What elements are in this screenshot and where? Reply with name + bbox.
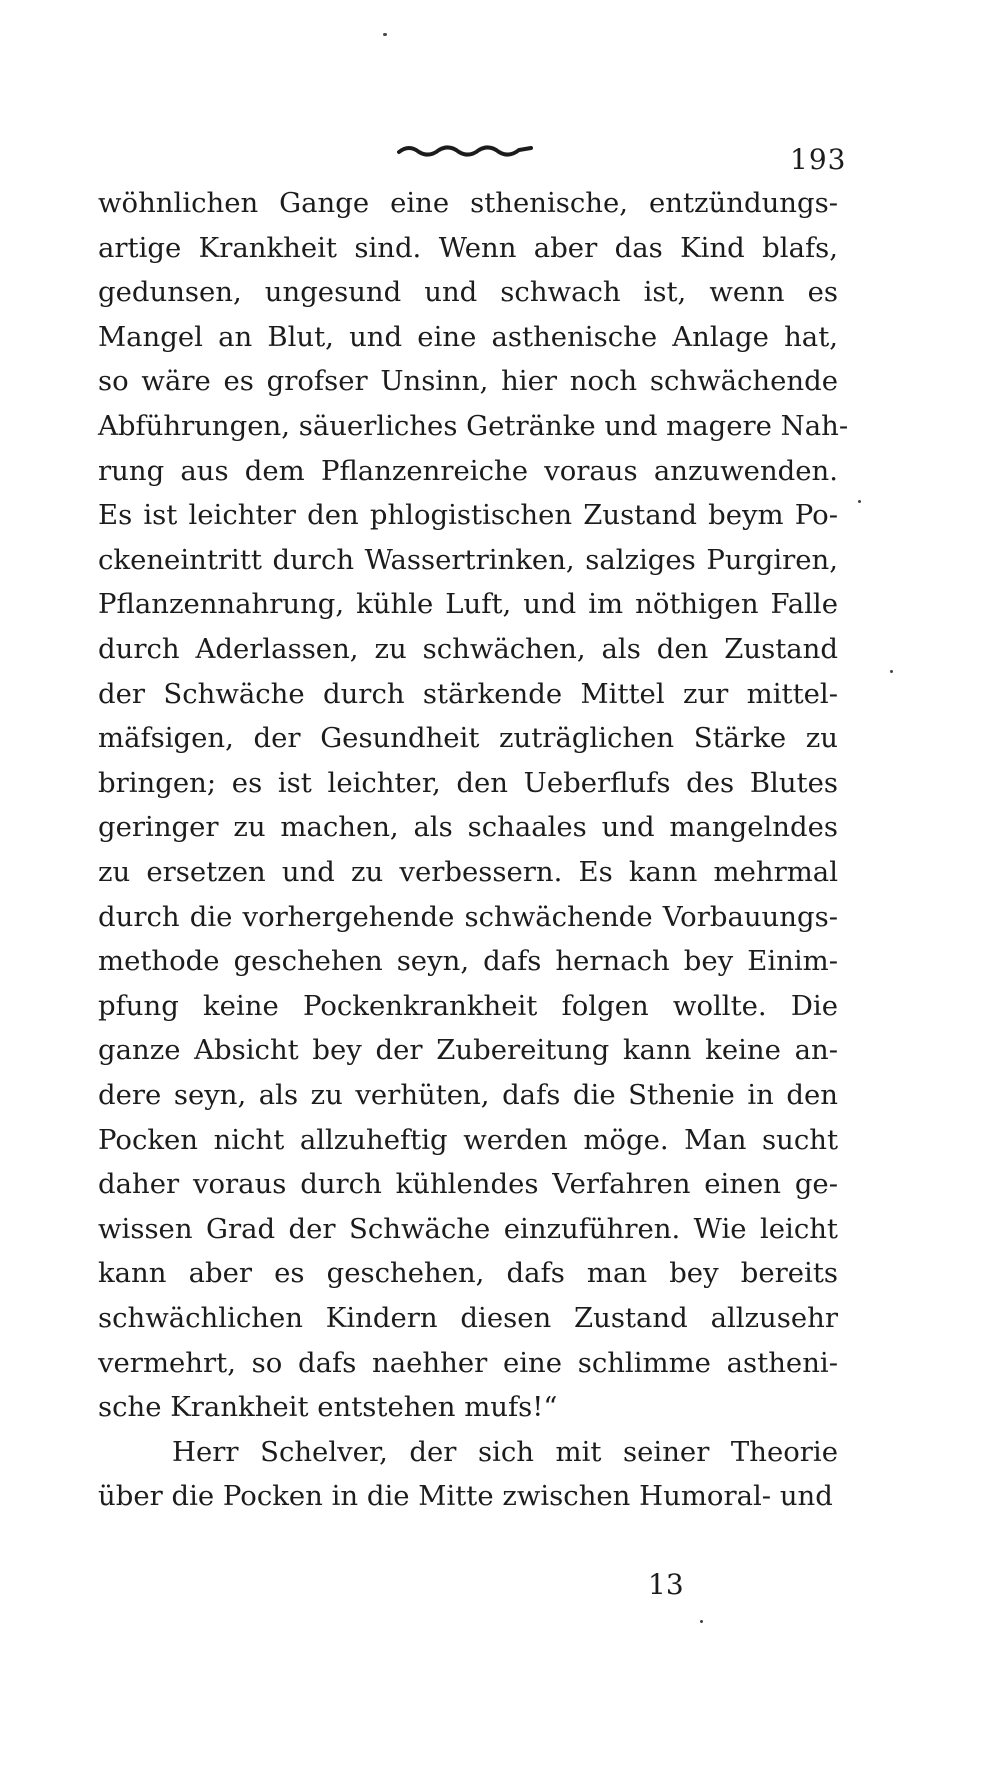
text-line: so wäre es grofser Unsinn, hier noch schwächende — [98, 365, 838, 398]
text-line: ckeneintritt durch Wassertrinken, salziges Purgiren, — [98, 543, 838, 576]
text-line: rung aus dem Pflanzenreiche voraus anzuwenden. — [98, 454, 838, 487]
text-line: Pflanzennahrung, kühle Luft, und im nöthigen Falle — [98, 588, 838, 621]
text-line: durch Aderlassen, zu schwächen, als den Zustand — [98, 633, 838, 665]
text-line: mäfsigen, der Gesundheit zuträglichen Stärke zu — [98, 722, 838, 755]
text-line: Mangel an Blut, und eine asthenische Anlage hat, — [98, 320, 838, 353]
text-line: zu ersetzen und zu verbessern. Es kann mehrmal — [98, 856, 838, 888]
text-line: ganze Absicht bey der Zubereitung kann keine an- — [98, 1034, 838, 1067]
page-number: 193 — [790, 143, 847, 176]
text-line: wissen Grad der Schwäche einzuführen. Wie leicht — [98, 1212, 838, 1245]
text-line: schwächlichen Kindern diesen Zustand allzusehr — [98, 1302, 838, 1334]
ink-speck — [383, 33, 387, 36]
text-line: daher voraus durch kühlendes Verfahren einen ge- — [98, 1168, 838, 1201]
text-line: Herr Schelver, der sich mit seiner Theorie — [172, 1435, 838, 1468]
text-line: geringer zu machen, als schaales und mangelndes — [98, 811, 838, 844]
text-line: Es ist leichter den phlogistischen Zustand beym Po- — [98, 499, 838, 532]
ink-speck — [858, 500, 861, 503]
signature-mark: 13 — [648, 1568, 684, 1601]
text-line: pfung keine Pockenkrankheit folgen wollte. Die — [98, 989, 838, 1022]
text-line: gedunsen, ungesund und schwach ist, wenn es — [98, 276, 838, 309]
text-line: durch die vorhergehende schwächende Vorbauungs- — [98, 900, 838, 933]
text-line: bringen; es ist leichter, den Ueberflufs des Blutes — [98, 766, 838, 799]
text-line: wöhnlichen Gange eine sthenische, entzündungs- — [98, 187, 838, 219]
header-ornament-icon — [395, 140, 535, 160]
text-line: vermehrt, so dafs naehher eine schlimme astheni- — [98, 1346, 838, 1379]
text-line: artige Krankheit sind. Wenn aber das Kind blafs, — [98, 231, 838, 264]
text-line: der Schwäche durch stärkende Mittel zur mittel- — [98, 677, 838, 710]
text-line: kann aber es geschehen, dafs man bey bereits — [98, 1257, 838, 1290]
text-line: methode geschehen seyn, dafs hernach bey Einim- — [98, 945, 838, 978]
text-line: über die Pocken in die Mitte zwischen Humoral- und — [98, 1480, 833, 1513]
text-line: dere seyn, als zu verhüten, dafs die Sthenie in den — [98, 1079, 838, 1111]
ink-speck — [700, 1620, 703, 1623]
text-line: Pocken nicht allzuheftig werden möge. Man sucht — [98, 1123, 838, 1156]
text-line: Abführungen, säuerliches Getränke und magere Nah- — [98, 410, 849, 442]
ink-speck — [890, 670, 893, 673]
text-line: sche Krankheit entstehen mufs!“ — [98, 1391, 558, 1424]
